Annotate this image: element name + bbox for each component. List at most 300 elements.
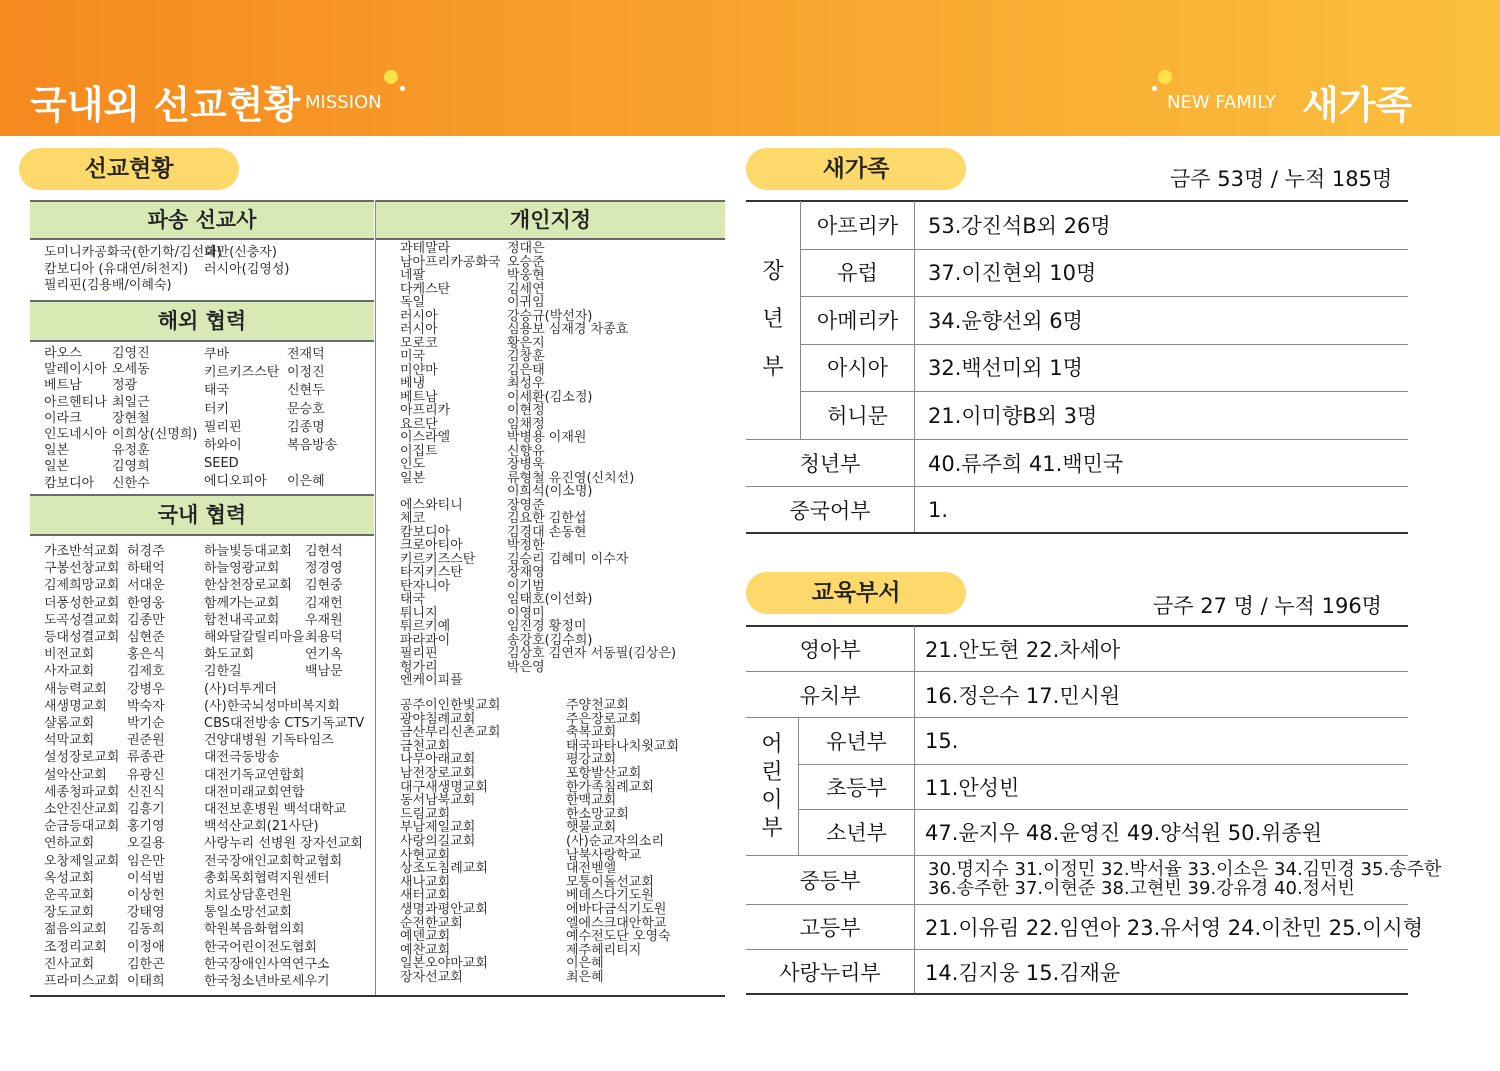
domestic-people-b (305, 543, 343, 990)
personal-church: 예찬교회 (400, 942, 451, 958)
domestic-person: 우재원 (305, 612, 343, 628)
overseas-person: 김종명 (287, 419, 325, 435)
domestic-person (305, 835, 343, 852)
personal-church: 예수전도단 오영숙 (566, 929, 671, 945)
personal-church: 일본오야마교회 (400, 956, 488, 972)
personal-country: 인도 (400, 457, 426, 472)
personal-person: 김세연 (507, 281, 545, 297)
personal-church: 평강교회 (566, 752, 617, 768)
personal-country: 태국 (400, 592, 426, 607)
personal-country: 키르키즈스탄 (400, 551, 476, 567)
personal-person: 박병용 이재원 (507, 430, 587, 445)
education-summary: 금주 27 명 / 누적 196명 (1153, 594, 1382, 618)
domestic-church: 가조반석교회 (44, 544, 120, 559)
domestic-church: 순금등대교회 (44, 819, 120, 835)
domestic-person (305, 887, 343, 904)
domestic-person (305, 853, 343, 870)
personal-person: 정대은 (507, 241, 545, 256)
table-bottom-line (30, 995, 725, 997)
overseas-country: 하와이 (204, 438, 242, 454)
overseas-person: 김영희 (112, 459, 150, 475)
personal-country: 튀니지 (400, 605, 438, 621)
domestic-church: 샬롬교회 (44, 716, 95, 732)
domestic-person: 유광신 (127, 767, 165, 783)
domestic-church: 도곡성결교회 (44, 612, 120, 628)
personal-country: 이스라엘 (400, 430, 451, 445)
personal-person: 이희석(이소명) (507, 484, 593, 499)
personal-church: 베데스다기도원 (566, 888, 654, 904)
kinder-label: 유치부 (799, 683, 861, 708)
overseas-country: 인도네시아 (44, 427, 107, 443)
personal-country: 일본 (400, 470, 426, 486)
overseas-country: 터키 (204, 401, 230, 417)
personal-churches-a (400, 699, 500, 984)
overseas-person: 전재덕 (287, 347, 325, 362)
personal-country: 미국 (400, 349, 426, 364)
personal-country: 헝가리 (400, 659, 438, 675)
domestic-person (305, 870, 343, 887)
personal-church: 새터교회 (400, 888, 451, 904)
personal-person: 최성우 (507, 376, 545, 391)
middle-label: 중등부 (799, 869, 861, 893)
personal-country: 러시아 (400, 308, 438, 324)
overseas-country: 태국 (204, 383, 230, 399)
domestic-person: 심현준 (127, 630, 165, 646)
domestic-org: 한국청소년바로세우기 (204, 974, 330, 990)
personal-country: 네팔 (400, 268, 426, 283)
domestic-org: 화도교회 (204, 647, 255, 663)
personal-person: 김상호 김연자 서동필(김상은) (507, 646, 677, 661)
domestic-church: 새능력교회 (44, 681, 107, 697)
domestic-person: 박기순 (127, 716, 165, 732)
newfamily-section-pill: 새가족 (746, 148, 966, 190)
domestic-org: 해와달갈릴리마을 (204, 630, 305, 646)
personal-country: 필리핀 (400, 646, 438, 661)
domestic-person: 이정애 (127, 939, 165, 955)
personal-person: 심용보 심재경 차종효 (507, 322, 629, 337)
domestic-person: 김제호 (127, 664, 165, 680)
decor-dot-icon (1158, 70, 1172, 84)
overseas-person: 김영진 (112, 346, 150, 361)
children-dept-label: 유년부 (826, 729, 887, 754)
region-value: 34.윤향선외 6명 (928, 308, 1083, 333)
overseas-person: 복음방송 (287, 438, 338, 454)
chinese-label: 중국어부 (789, 499, 871, 523)
domestic-person (305, 767, 343, 784)
overseas-country: 캄보디아 (44, 475, 95, 491)
domestic-person: 김동희 (127, 922, 165, 938)
personal-church: 포항발산교회 (566, 765, 642, 781)
domestic-org: 한국장애인사역연구소 (204, 956, 330, 972)
personal-country: 베냉 (400, 376, 426, 391)
region-value: 21.이미향B외 3명 (928, 403, 1098, 428)
newfamily-header-title: 새가족 (1302, 83, 1413, 127)
region-label: 아프리카 (816, 213, 899, 238)
overseas-person: 유정훈 (112, 443, 150, 459)
overseas-country: 일본 (44, 443, 70, 459)
domestic-org: (사)더투게더 (204, 681, 277, 697)
column-divider (375, 200, 376, 996)
domestic-church: 옥성교회 (44, 870, 95, 886)
domestic-org: 전국장애인교회학교협회 (204, 853, 343, 869)
personal-church: 예덴교회 (400, 929, 451, 945)
overseas-person: 이희상(신명희) (112, 427, 198, 443)
overseas-country: 키르키즈스탄 (204, 365, 280, 381)
missionary-header: 파송 선교사 (30, 200, 374, 240)
personal-country: 크로아티아 (400, 538, 463, 553)
personal-person: 류형철 유진영(신치선) (507, 470, 635, 486)
personal-church: 나무아래교회 (400, 752, 476, 768)
infant-label: 영아부 (799, 637, 861, 662)
domestic-org: 한국어린이전도협회 (204, 939, 318, 955)
personal-church: 부남제일교회 (400, 820, 476, 836)
personal-church: 제주헤리티지 (566, 942, 642, 958)
personal-person: 송강호(김수희) (507, 632, 593, 648)
children-dept-label: 초등부 (826, 775, 887, 800)
header-banner (0, 0, 1500, 136)
domestic-person: 강병우 (127, 681, 165, 697)
children-dept-value: 15. (925, 728, 959, 753)
domestic-church: 세종청파교회 (44, 784, 120, 800)
domestic-person: 홍은식 (127, 647, 165, 663)
domestic-church: 새생명교회 (44, 698, 107, 714)
children-dept-label: 소년부 (826, 821, 887, 846)
domestic-person: 서대운 (127, 578, 165, 594)
youth-group-label: 장 년 부 (762, 259, 784, 380)
domestic-person: 김현석 (305, 544, 343, 559)
domestic-person: 이태희 (127, 974, 165, 990)
domestic-org: 통일소망선교회 (204, 905, 292, 921)
personal-person: 김요한 김한섭 (507, 511, 587, 526)
domestic-org: 대전미래교회연합 (204, 784, 305, 800)
domestic-org: CBS대전방송 CTS기독교TV (204, 716, 365, 732)
mission-section-pill: 선교현황 (19, 148, 239, 190)
region-label: 아시아 (827, 356, 888, 381)
missionary-item: 러시아(김영성) (204, 261, 290, 277)
personal-person: 김창훈 (507, 349, 545, 364)
domestic-church: 석막교회 (44, 733, 95, 749)
overseas-country: 쿠바 (204, 347, 230, 362)
personal-church: 공주이인한빛교회 (400, 698, 501, 713)
personal-church: 주은장로교회 (566, 711, 642, 727)
region-label: 허니문 (827, 403, 888, 428)
domestic-person: 하태억 (127, 561, 165, 577)
personal-people (507, 242, 676, 688)
overseas-country: 이라크 (44, 410, 82, 426)
domestic-person: 홍기영 (127, 819, 165, 835)
domestic-people-a (127, 543, 165, 990)
personal-person: 이세환(김소정) (507, 389, 593, 405)
high-label: 고등부 (799, 916, 861, 940)
personal-person: 이영미 (507, 605, 545, 621)
overseas-person: 이정진 (287, 365, 325, 381)
domestic-person: 최용덕 (305, 630, 343, 646)
overseas-person: 신현두 (287, 383, 325, 399)
overseas-person: 문승호 (287, 401, 325, 417)
domestic-org: 함께가는교회 (204, 595, 280, 611)
missionary-list-left (44, 245, 222, 295)
personal-church: 새나교회 (400, 874, 451, 890)
personal-church: 엘에스크대안학교 (566, 915, 667, 931)
domestic-person (305, 818, 343, 835)
personal-church: 순전한교회 (400, 915, 463, 931)
decor-dot-small-icon (400, 86, 405, 91)
personal-person: 박은영 (507, 659, 545, 675)
overseas-person: 오세동 (112, 362, 150, 378)
personal-countries (400, 242, 500, 688)
personal-person: 이귀임 (507, 295, 545, 310)
young-adult-label: 청년부 (799, 452, 861, 476)
middle-value-line2: 36.송주한 37.이현준 38.고현빈 39.강유경 40.정서빈 (928, 878, 1355, 899)
domestic-person: 오길용 (127, 836, 165, 852)
domestic-churches-a (44, 543, 119, 990)
overseas-person: 최일근 (112, 394, 150, 410)
domestic-person (305, 681, 343, 698)
personal-person: 임채정 (507, 416, 545, 432)
middle-value (928, 856, 1441, 908)
overseas-person: 장현철 (112, 410, 150, 426)
personal-country: 타지키스탄 (400, 565, 463, 580)
personal-country: 엔케이피플 (400, 673, 463, 688)
domestic-org: 한삼천장로교회 (204, 578, 292, 594)
domestic-person (305, 715, 343, 732)
kinder-value: 16.정은수 17.민시원 (925, 683, 1121, 708)
domestic-person (305, 749, 343, 766)
overseas-people-a (112, 346, 198, 492)
domestic-church: 조정리교회 (44, 939, 107, 955)
overseas-country: SEED (204, 456, 239, 472)
domestic-org: 사랑누리 선병원 장자선교회 (204, 836, 363, 852)
personal-person: 임진경 황정미 (507, 619, 587, 634)
personal-country: 러시아 (400, 322, 438, 337)
domestic-org: 건양대병원 기독타임즈 (204, 733, 334, 749)
missionary-item: 대만(신충자) (204, 245, 277, 260)
personal-church: 한맥교회 (566, 793, 617, 809)
personal-church: 대전벧엘 (566, 861, 617, 877)
personal-church: 남전장로교회 (400, 765, 476, 781)
overseas-countries-a (44, 346, 107, 492)
domestic-person (305, 973, 343, 990)
missionary-item: 필리핀(김용배/이혜숙) (44, 278, 172, 293)
domestic-org: 대전기독교연합회 (204, 767, 305, 783)
personal-person: 이기범 (507, 578, 545, 594)
personal-country: 남아프리카공화국 (400, 254, 501, 270)
personal-church: 금산부리신촌교회 (400, 725, 501, 741)
infant-value: 21.안도현 22.차세아 (925, 637, 1121, 662)
domestic-person: 허경주 (127, 544, 165, 559)
personal-country: 튀르키예 (400, 619, 451, 634)
domestic-header: 국내 협력 (30, 494, 374, 536)
personal-church: 동서남북교회 (400, 793, 476, 809)
personal-person: 이현정 (507, 403, 545, 418)
domestic-org: 김한길 (204, 664, 242, 680)
personal-person: 강승규(박선자) (507, 308, 593, 324)
region-value: 32.백선미외 1명 (928, 356, 1083, 381)
personal-church: 이은혜 (566, 956, 604, 972)
personal-country: 요르단 (400, 416, 438, 432)
personal-person: 장영준 (507, 497, 545, 513)
domestic-person: 권준원 (127, 733, 165, 749)
domestic-person: 한영웅 (127, 595, 165, 611)
personal-church: 주양천교회 (566, 698, 629, 713)
personal-person: 장재영 (507, 565, 545, 580)
personal-country: 파라과이 (400, 632, 451, 648)
children-dept-value: 11.안성빈 (925, 775, 1020, 800)
domestic-church: 설성장로교회 (44, 750, 120, 766)
personal-church: 광야침례교회 (400, 711, 476, 727)
domestic-org: 학원복음화협의회 (204, 922, 305, 938)
domestic-org: 대전극동방송 (204, 750, 280, 766)
domestic-person: 임은만 (127, 853, 165, 869)
domestic-church: 비전교회 (44, 647, 95, 663)
personal-person: 신향유 (507, 443, 545, 459)
personal-church: (사)순교자의소리 (566, 833, 665, 849)
overseas-person: 신한수 (112, 475, 150, 491)
domestic-org: 하늘영광교회 (204, 561, 280, 577)
overseas-person (287, 455, 337, 473)
personal-church: 남북사랑학교 (566, 847, 642, 863)
overseas-countries-b (204, 346, 279, 492)
personal-person: 장병욱 (507, 457, 545, 472)
domestic-person: 정경영 (305, 561, 343, 577)
personal-church: 상조도침례교회 (400, 861, 488, 877)
overseas-people-b (287, 346, 337, 492)
personal-country: 체코 (400, 511, 426, 526)
domestic-org: 대전보훈병원 백석대학교 (204, 802, 347, 818)
domestic-person (305, 904, 343, 921)
domestic-church: 오창제일교회 (44, 853, 120, 869)
chinese-value: 1. (928, 498, 949, 522)
table-bottom-line (746, 993, 1408, 995)
domestic-person (305, 801, 343, 818)
region-value: 53.강진석B외 26명 (928, 213, 1111, 238)
missionary-item: 캄보디아 (유대연/허천지) (44, 261, 189, 277)
high-value: 21.이유림 22.임연아 23.유서영 24.이찬민 25.이시형 (925, 916, 1423, 940)
personal-person: 황은지 (507, 335, 545, 351)
children-dept-value: 47.윤지우 48.윤영진 49.양석원 50.위종원 (925, 821, 1323, 846)
personal-church: 드림교회 (400, 806, 451, 822)
personal-church: 에바다금식기도원 (566, 901, 667, 917)
personal-church: 생명과평안교회 (400, 901, 488, 917)
region-label: 유럽 (837, 261, 878, 286)
personal-church: 사현교회 (400, 847, 451, 863)
personal-church: 햇불교회 (566, 820, 617, 836)
personal-person: 김은태 (507, 362, 545, 378)
personal-country: 모로코 (400, 335, 438, 351)
personal-person: 박웅현 (507, 268, 545, 283)
personal-country: 에스와티니 (400, 497, 463, 513)
domestic-person (305, 698, 343, 715)
domestic-org: 백석산교회(21사단) (204, 819, 319, 835)
decor-dot-icon (384, 70, 398, 84)
personal-country: 아프리카 (400, 403, 451, 418)
overseas-country: 말레이시아 (44, 362, 107, 378)
domestic-person: 김종만 (127, 612, 165, 628)
love-label: 사랑누리부 (779, 960, 881, 985)
personal-country (400, 485, 500, 499)
domestic-person (305, 921, 343, 938)
personal-church: 모퉁이돌선교회 (566, 874, 654, 890)
overseas-person: 정광 (112, 378, 138, 394)
region-label: 아메리카 (816, 308, 899, 333)
domestic-church: 연하교회 (44, 836, 95, 852)
overseas-country: 아르헨티나 (44, 394, 107, 410)
personal-churches-b (566, 699, 679, 984)
overseas-country: 에디오피아 (204, 474, 267, 490)
overseas-person: 이은혜 (287, 474, 325, 490)
personal-person (507, 674, 676, 688)
newfamily-header-subtitle: NEW FAMILY (1167, 92, 1276, 113)
domestic-church: 운곡교회 (44, 888, 95, 904)
personal-church: 장자선교회 (400, 969, 463, 985)
personal-person: 김경대 손동현 (507, 524, 587, 540)
domestic-org: 합천내곡교회 (204, 612, 280, 628)
domestic-person: 김흥기 (127, 802, 165, 818)
domestic-org: 총회목회협력지원센터 (204, 870, 330, 886)
personal-person: 김승리 김혜미 이수자 (507, 551, 629, 567)
overseas-header: 해외 협력 (30, 300, 374, 342)
personal-church: 태국파타나치윗교회 (566, 738, 680, 754)
domestic-church: 진사교회 (44, 956, 95, 972)
domestic-person (305, 956, 343, 973)
domestic-person: 신진식 (127, 784, 165, 800)
young-adult-value: 40.류주희 41.백민국 (928, 452, 1124, 476)
domestic-church: 젊음의교회 (44, 922, 107, 938)
label-divider (914, 201, 915, 533)
domestic-person: 이석범 (127, 870, 165, 886)
region-value: 37.이진현외 10명 (928, 261, 1097, 286)
domestic-church: 장도교회 (44, 905, 95, 921)
overseas-country: 베트남 (44, 378, 82, 394)
domestic-church: 소안진산교회 (44, 802, 120, 818)
domestic-person: 김현중 (305, 578, 343, 594)
personal-country: 베트남 (400, 389, 438, 405)
personal-person: 박정한 (507, 538, 545, 553)
personal-country: 탄자니아 (400, 578, 451, 594)
domestic-church: 등대성결교회 (44, 630, 120, 646)
domestic-org: 하늘빛등대교회 (204, 544, 292, 559)
personal-header: 개인지정 (376, 200, 725, 240)
domestic-church: 프라미스교회 (44, 974, 120, 990)
domestic-church: 사자교회 (44, 664, 95, 680)
domestic-person: 백남문 (305, 664, 343, 680)
domestic-church: 설악산교회 (44, 767, 107, 783)
domestic-person (305, 939, 343, 956)
personal-country: 이집트 (400, 443, 438, 459)
domestic-person: 류종관 (127, 750, 165, 766)
personal-church: 사랑의길교회 (400, 833, 476, 849)
domestic-org: 치료상담훈련원 (204, 888, 292, 904)
personal-church: 한가족침례교회 (566, 779, 654, 795)
domestic-church: 김제희망교회 (44, 578, 120, 594)
overseas-country: 라오스 (44, 346, 82, 361)
personal-church: 금천교회 (400, 738, 451, 754)
mission-header-subtitle: MISSION (305, 92, 382, 113)
overseas-country: 일본 (44, 459, 70, 475)
personal-country: 다케스탄 (400, 281, 451, 297)
domestic-person: 강태영 (127, 905, 165, 921)
personal-church: 축복교회 (566, 725, 617, 741)
domestic-org: (사)한국뇌성마비복지회 (204, 698, 340, 714)
love-value: 14.김지웅 15.김재윤 (925, 960, 1121, 985)
personal-church: 대구새생명교회 (400, 779, 488, 795)
children-group-label: 어 린 이 부 (761, 732, 783, 841)
domestic-person: 박숙자 (127, 698, 165, 714)
domestic-person (305, 784, 343, 801)
personal-person: 임태호(이선화) (507, 592, 593, 607)
table-bottom-line (746, 532, 1408, 534)
education-section-pill: 교육부서 (746, 572, 966, 614)
